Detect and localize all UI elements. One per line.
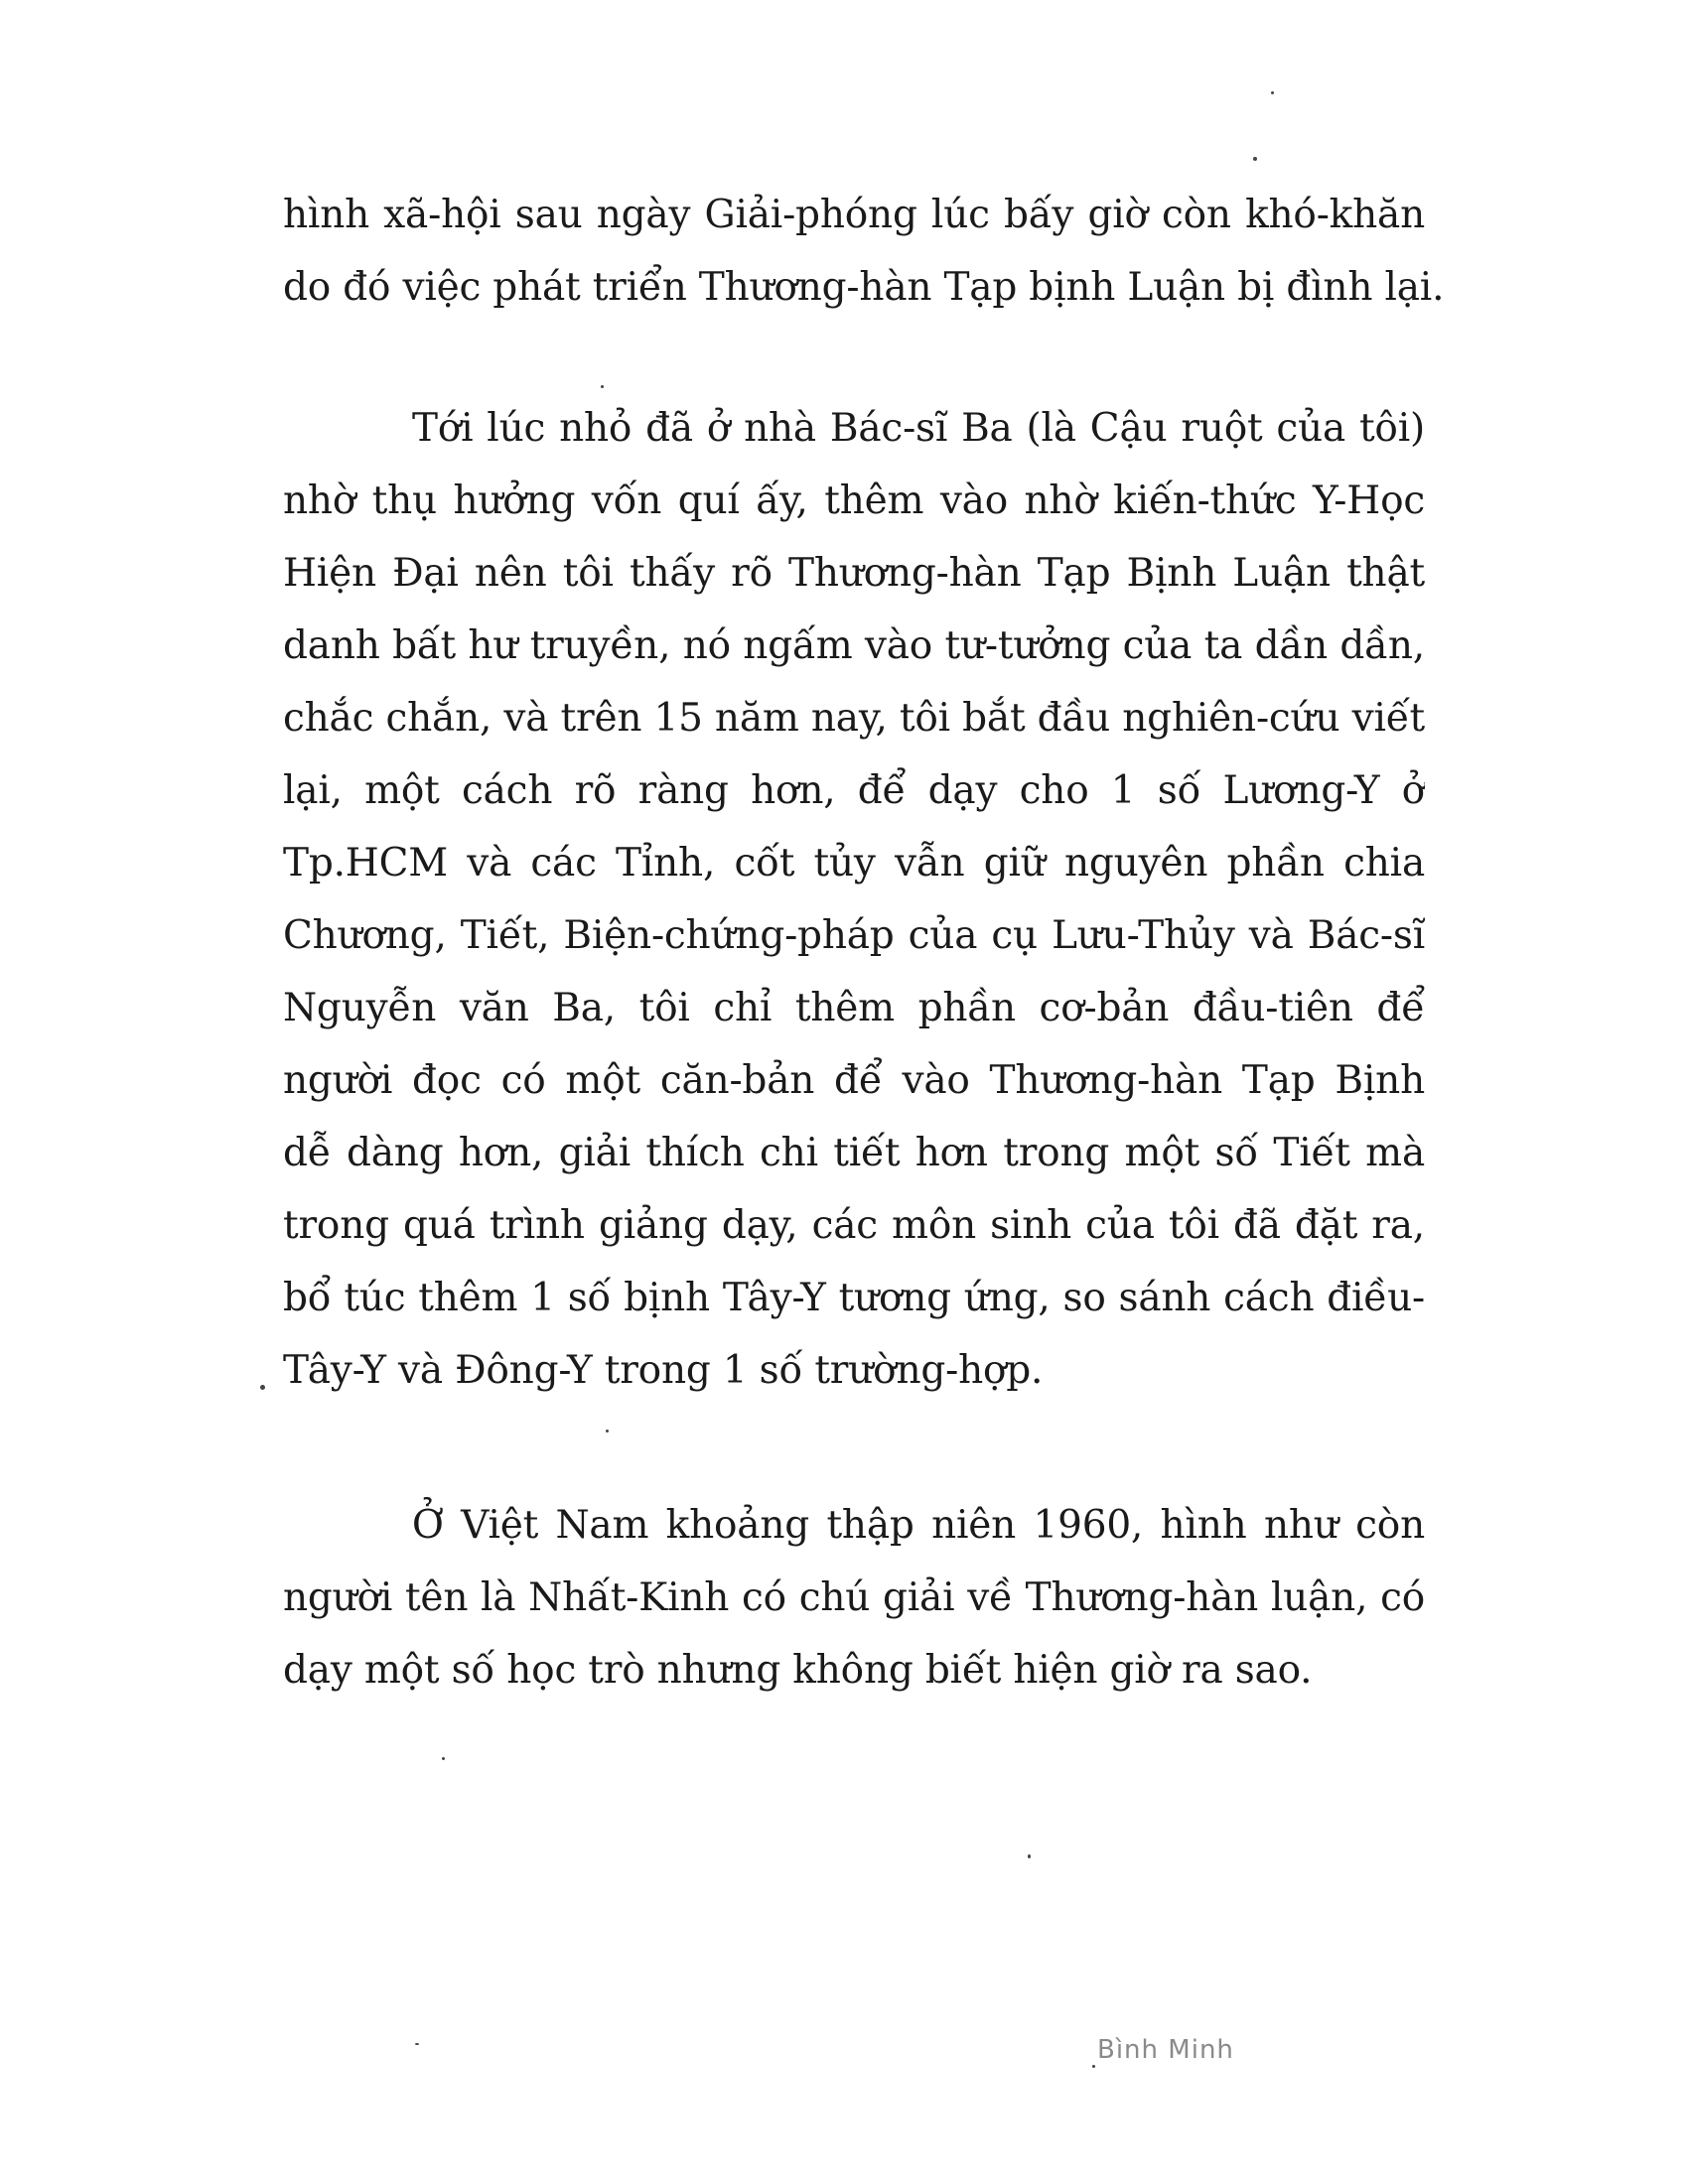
paragraph-line: chắc chắn, và trên 15 năm nay, tôi bắt đầu nghiên-cứu viết	[283, 696, 1425, 741]
paragraph-3	[283, 1489, 1425, 1706]
paragraph-1	[283, 179, 1445, 324]
paragraph-line: trong quá trình giảng dạy, các môn sinh của tôi đã đặt ra,	[283, 1203, 1425, 1248]
scan-speck	[415, 2043, 419, 2045]
paragraph-line: Chương, Tiết, Biện-chứng-pháp của cụ Lưu-Thủy và Bác-sĩ	[283, 913, 1425, 958]
paragraph-line: Tp.HCM và các Tỉnh, cốt tủy vẫn giữ nguyên phần chia	[283, 841, 1425, 886]
scan-speck	[1092, 2065, 1095, 2068]
paragraph-line: bổ túc thêm 1 số bịnh Tây-Y tương ứng, so sánh cách điều-	[283, 1276, 1425, 1320]
scan-speck	[601, 385, 604, 388]
paragraph-line: Nguyễn văn Ba, tôi chỉ thêm phần cơ-bản đầu-tiên để	[283, 986, 1425, 1030]
paragraph-2	[283, 392, 1425, 1407]
page-footer: Bình Minh	[1097, 2035, 1234, 2065]
paragraph-line: dễ dàng hơn, giải thích chi tiết hơn trong một số Tiết mà	[283, 1131, 1425, 1175]
paragraph-line: người đọc có một căn-bản để vào Thương-hàn Tạp Bịnh	[283, 1058, 1425, 1103]
paragraph-line: nhờ thụ hưởng vốn quí ấy, thêm vào nhờ kiến-thức Y-Học	[283, 478, 1425, 523]
paragraph-line: hình xã-hội sau ngày Giải-phóng lúc bấy giờ còn khó-khăn	[283, 193, 1425, 237]
scan-speck	[1028, 1854, 1031, 1858]
paragraph-line: dạy một số học trò nhưng không biết hiện giờ ra sao.	[283, 1648, 1313, 1693]
paragraph-line: người tên là Nhất-Kinh có chú giải về Thương-hàn luận, có	[283, 1575, 1425, 1620]
paragraph-line: Ở Việt Nam khoảng thập niên 1960, hình như còn	[412, 1503, 1425, 1548]
paragraph-line: do đó việc phát triển Thương-hàn Tạp bịnh Luận bị đình lại.	[283, 265, 1445, 310]
scan-speck	[606, 1430, 609, 1433]
paragraph-line: Tới lúc nhỏ đã ở nhà Bác-sĩ Ba (là Cậu ruột của tôi)	[412, 406, 1425, 451]
paragraph-line: lại, một cách rõ ràng hơn, để dạy cho 1 số Lương-Y ở	[283, 768, 1425, 813]
paragraph-line: Tây-Y và Đông-Y trong 1 số trường-hợp.	[283, 1348, 1044, 1393]
paragraph-line: Hiện Đại nên tôi thấy rõ Thương-hàn Tạp Bịnh Luận thật	[283, 551, 1425, 596]
scan-speck	[260, 1385, 265, 1390]
scan-speck	[1271, 91, 1274, 94]
paragraph-line: danh bất hư truyền, nó ngấm vào tư-tưởng của ta dần dần,	[283, 623, 1425, 668]
scan-speck	[1253, 157, 1257, 161]
scan-speck	[442, 1757, 445, 1760]
